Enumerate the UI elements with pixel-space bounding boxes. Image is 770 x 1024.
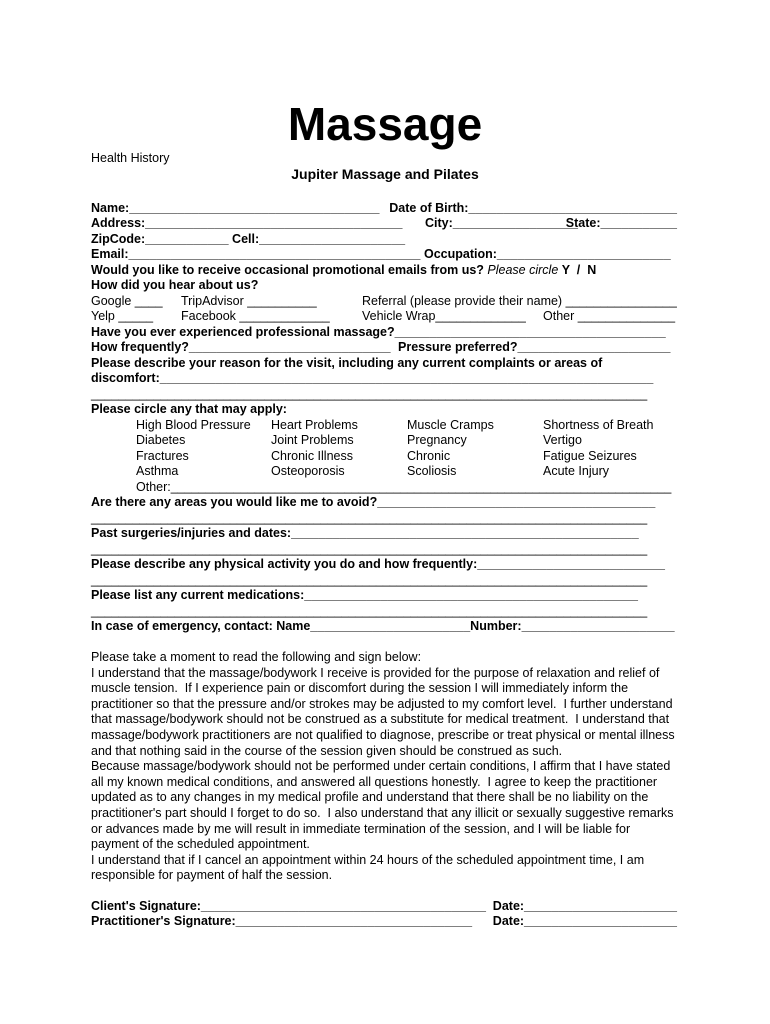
consent-line: practitioner so that the pressure and/or strokes may be adjusted to my comfort level. I further understand bbox=[91, 696, 673, 711]
consent-line: Because massage/bodywork should not be performed under certain conditions, I affirm that I have stated bbox=[91, 759, 671, 774]
consent-line: massage/bodywork practitioners are not qualified to diagnose, prescribe or treat physical or mental illness bbox=[91, 727, 675, 742]
client-date-field[interactable]: Date:______________________ bbox=[492, 899, 677, 913]
reason-question: Please describe your reason for the visit, including any current complaints or areas of bbox=[91, 356, 603, 370]
condition-item[interactable]: Chronic Illness bbox=[271, 449, 353, 463]
experienced-field[interactable]: Have you ever experienced professional massage?_______________________________________ bbox=[91, 325, 666, 339]
other-option[interactable]: Other ______________ bbox=[543, 309, 676, 323]
promo-question[interactable] bbox=[91, 263, 596, 279]
medications-blank-line[interactable]: ________________________________________________________________________________ bbox=[91, 604, 648, 618]
zip-cell-field[interactable]: ZipCode:____________ Cell:_____________________ bbox=[91, 232, 406, 246]
dob-field[interactable]: Date of Birth:______________________________ bbox=[389, 201, 677, 215]
surgeries-blank-line[interactable]: ________________________________________________________________________________ bbox=[91, 542, 648, 556]
condition-item[interactable]: Diabetes bbox=[136, 433, 186, 447]
client-signature-field[interactable]: Client's Signature:_________________________________________ bbox=[91, 899, 486, 913]
condition-item[interactable]: Acute Injury bbox=[543, 464, 610, 478]
city-field[interactable]: City:__________________ bbox=[425, 216, 578, 230]
condition-item[interactable]: Shortness of Breath bbox=[543, 418, 654, 432]
consent-line: I understand that the massage/bodywork I receive is provided for the purpose of relaxation and relief of bbox=[91, 665, 660, 680]
consent-paragraph bbox=[91, 650, 691, 884]
promo-circle-text: Please circle bbox=[487, 263, 562, 277]
yelp-option[interactable]: Yelp _____ bbox=[91, 309, 154, 323]
email-occupation-field[interactable]: Email:__________________________________________ Occupation:_________________________ bbox=[91, 247, 671, 261]
consent-line: all my known medical conditions, and answered all questions honestly. I agree to keep the practitioner bbox=[91, 774, 658, 789]
referral-option[interactable]: Referral (please provide their name) ________________ bbox=[362, 294, 677, 308]
health-history-label: Health History bbox=[91, 151, 170, 165]
google-option[interactable]: Google ____ bbox=[91, 294, 163, 308]
consent-line: I understand that if I cancel an appointment within 24 hours of the scheduled appointment time, I am bbox=[91, 852, 645, 867]
condition-item[interactable]: Fatigue Seizures bbox=[543, 449, 637, 463]
consent-line: updated as to any changes in my medical profile and understand that there shall be no liability on the bbox=[91, 790, 649, 805]
consent-line: that massage/bodywork should not be construed as a substitute for medical treatment. I understand that bbox=[91, 712, 670, 727]
condition-other-field[interactable]: Other:________________________________________________________________________ bbox=[136, 480, 672, 494]
activity-blank-line[interactable]: ________________________________________________________________________________ bbox=[91, 573, 648, 587]
condition-item[interactable]: Muscle Cramps bbox=[407, 418, 494, 432]
surgeries-field[interactable]: Past surgeries/injuries and dates:__________________________________________________ bbox=[91, 526, 639, 540]
condition-item[interactable]: Scoliosis bbox=[407, 464, 457, 478]
promo-question-text: Would you like to receive occasional promotional emails from us? bbox=[91, 263, 488, 277]
condition-item[interactable]: Chronic bbox=[407, 449, 451, 463]
consent-line: or advances made by me will result in immediate termination of the session, and I will be liable for bbox=[91, 821, 631, 836]
consent-line: and that nothing said in the course of the session given should be construed as such. bbox=[91, 743, 563, 758]
consent-line: responsible for payment of half the session. bbox=[91, 868, 333, 883]
address-field[interactable]: Address:_____________________________________ bbox=[91, 216, 403, 230]
promo-yes-no[interactable]: Y / N bbox=[561, 263, 597, 277]
condition-item[interactable]: Pregnancy bbox=[407, 433, 467, 447]
practitioner-date-field[interactable]: Date:______________________ bbox=[492, 914, 677, 928]
consent-line: Please take a moment to read the following and sign below: bbox=[91, 650, 422, 664]
practitioner-signature-field[interactable]: Practitioner's Signature:__________________________________ bbox=[91, 914, 473, 928]
avoid-blank-line[interactable]: ________________________________________________________________________________ bbox=[91, 511, 648, 525]
emergency-contact-field[interactable]: In case of emergency, contact: Name_______________________Number:______________________ bbox=[91, 619, 675, 633]
condition-item[interactable]: Osteoporosis bbox=[271, 464, 345, 478]
condition-item[interactable]: Asthma bbox=[136, 464, 179, 478]
condition-item[interactable]: Fractures bbox=[136, 449, 189, 463]
condition-item[interactable]: Joint Problems bbox=[271, 433, 354, 447]
consent-line: muscle tension. If I experience pain or discomfort during the session I will immediately inform the bbox=[91, 681, 629, 696]
page-title: Massage bbox=[287, 98, 483, 150]
facebook-option[interactable]: Facebook _____________ bbox=[181, 309, 330, 323]
activity-field[interactable]: Please describe any physical activity you do and how frequently:___________________________ bbox=[91, 557, 665, 571]
condition-item[interactable]: High Blood Pressure bbox=[136, 418, 251, 432]
hear-question: How did you hear about us? bbox=[91, 278, 259, 292]
medications-field[interactable]: Please list any current medications:________________________________________________ bbox=[91, 588, 638, 602]
reason-blank-line[interactable]: ________________________________________________________________________________ bbox=[91, 387, 648, 401]
name-field[interactable]: Name:____________________________________ bbox=[91, 201, 380, 215]
pressure-field[interactable]: Pressure preferred?______________________ bbox=[398, 340, 671, 354]
frequency-field[interactable]: How frequently?_____________________________ bbox=[91, 340, 391, 354]
condition-item[interactable]: Vertigo bbox=[543, 433, 582, 447]
consent-line: payment of the scheduled appointment. bbox=[91, 837, 310, 852]
conditions-question: Please circle any that may apply: bbox=[91, 402, 287, 416]
discomfort-field[interactable]: discomfort:_______________________________________________________________________ bbox=[91, 371, 654, 385]
state-field[interactable]: State:___________ bbox=[565, 216, 677, 230]
consent-line: practitioner's part should I forget to do so. I also understand that any illicit or sexually suggestive remarks bbox=[91, 805, 674, 820]
condition-item[interactable]: Heart Problems bbox=[271, 418, 358, 432]
business-name: Jupiter Massage and Pilates bbox=[291, 166, 479, 182]
tripadvisor-option[interactable]: TripAdvisor __________ bbox=[181, 294, 317, 308]
avoid-field[interactable]: Are there any areas you would like me to avoid?________________________________________ bbox=[91, 495, 656, 509]
vehicle-wrap-option[interactable]: Vehicle Wrap_____________ bbox=[362, 309, 526, 323]
